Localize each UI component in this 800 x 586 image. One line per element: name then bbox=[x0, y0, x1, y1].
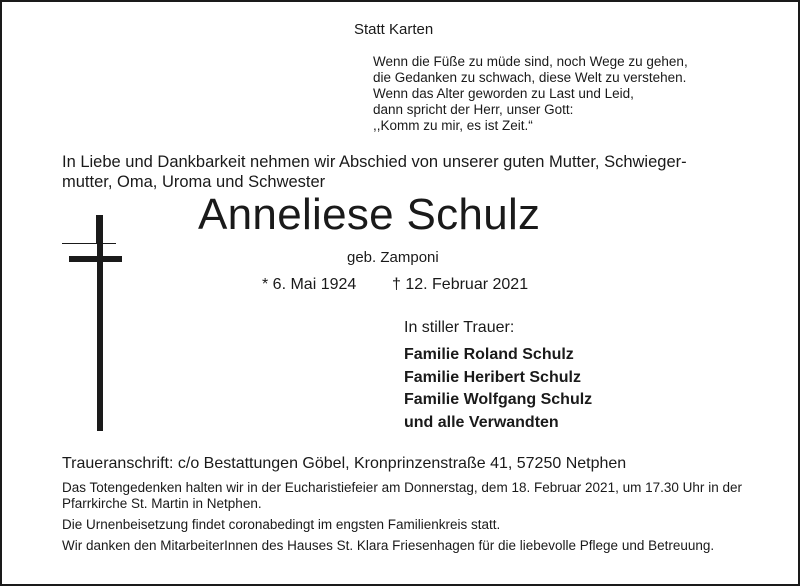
poem-line: ,,Komm zu mir, es ist Zeit.“ bbox=[373, 118, 533, 133]
mourners-list bbox=[404, 344, 592, 434]
urn-burial-notice: Die Urnenbeisetzung findet coronabedingt im engsten Familienkreis statt. bbox=[62, 517, 501, 532]
mourner-family: und alle Verwandten bbox=[404, 413, 559, 431]
birth-date: * 6. Mai 1924 bbox=[262, 276, 357, 293]
maiden-name: geb. Zamponi bbox=[347, 249, 439, 266]
mourner-family: Familie Heribert Schulz bbox=[404, 368, 581, 386]
memorial-service-notice: Das Totengedenken halten wir in der Eucharistiefeier am Donnerstag, dem 18. Februar 2021, um 17.30 Uhr in der Pfarrkirche St. Martin in Netphen. bbox=[62, 480, 742, 511]
intro-line: In Liebe und Dankbarkeit nehmen wir Abschied von unserer guten Mutter, Schwieger- bbox=[62, 153, 687, 171]
poem-line: Wenn das Alter geworden zu Last und Leid, bbox=[373, 86, 634, 101]
intro-line: mutter, Oma, Uroma und Schwester bbox=[62, 173, 326, 191]
death-date: † 12. Februar 2021 bbox=[392, 276, 529, 293]
poem bbox=[373, 54, 688, 134]
mourning-address: Traueranschrift: c/o Bestattungen Göbel, Kronprinzenstraße 41, 57250 Netphen bbox=[62, 455, 627, 472]
deceased-name: Anneliese Schulz bbox=[198, 190, 541, 239]
cross-icon bbox=[97, 215, 103, 431]
poem-line: dann spricht der Herr, unser Gott: bbox=[373, 102, 574, 117]
poem-line: Wenn die Füße zu müde sind, noch Wege zu gehen, bbox=[373, 54, 688, 69]
cross-icon-bar bbox=[69, 256, 122, 262]
mourner-family: Familie Roland Schulz bbox=[404, 346, 574, 363]
mourners-heading: In stiller Trauer: bbox=[404, 319, 515, 336]
cross-icon-thin-bar bbox=[62, 243, 116, 244]
thanks-notice: Wir danken den MitarbeiterInnen des Hauses St. Klara Friesenhagen für die liebevolle Pflege und Betreuung. bbox=[62, 538, 715, 553]
mourner-family: Familie Wolfgang Schulz bbox=[404, 391, 593, 408]
poem-line: die Gedanken zu schwach, diese Welt zu verstehen. bbox=[373, 70, 687, 85]
statt-karten-label: Statt Karten bbox=[354, 21, 434, 38]
intro-text bbox=[62, 152, 687, 192]
